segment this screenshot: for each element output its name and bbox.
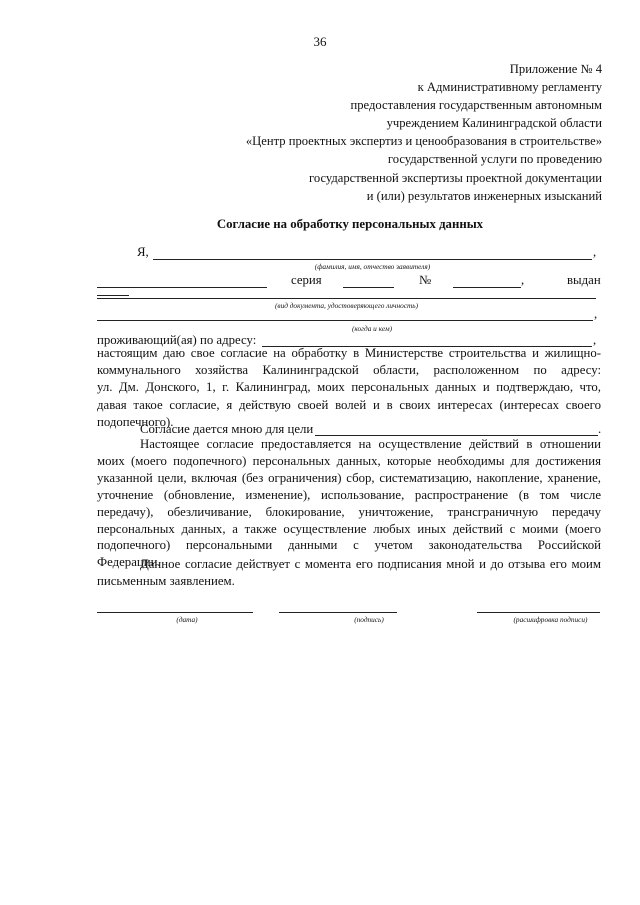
actions-line: Федерации. (97, 555, 161, 570)
actions-line: моих (моего подопечного) персональных данных, которые необходимы для достижения (97, 453, 601, 468)
number-label: № (419, 273, 432, 287)
consent-line: подопечного). (97, 414, 174, 429)
page-number: 36 (313, 34, 327, 49)
actions-line: подопечного) персональными данными с учетом законодательства Российской (97, 538, 601, 553)
actions-line: указанной цели, включая (без ограничения) сбор, систематизацию, накопление, хранение, (97, 470, 601, 485)
appendix-line: государственной услуги по проведению (387, 152, 602, 167)
appendix-line: «Центр проектных экспертиз и ценообразования в строительстве» (245, 134, 602, 149)
consent-line: давая такое согласие, я действую своей волей и в своих интересах (интересах своего (97, 397, 601, 412)
document-short-line (97, 295, 129, 296)
document-type-field[interactable] (97, 287, 267, 288)
signature-field[interactable] (279, 612, 397, 613)
consent-paragraph (97, 345, 601, 431)
seria-label: серия (291, 273, 322, 287)
appendix-line: к Административному регламенту (417, 80, 602, 95)
consent-line: ул. Дм. Донского, 1, г. Калининград, моих персональных данных и подтверждаю, что, (97, 380, 601, 395)
date-field[interactable] (97, 612, 253, 613)
actions-line: Настоящее согласие предоставляется на осуществление действий в отношении (140, 437, 601, 451)
seria-field[interactable] (343, 287, 394, 288)
fio-caption: (фамилия, имя, отчество заявителя) (314, 262, 431, 271)
actions-line: персональных данных, а также осуществление любых иных действий с моими (моего (97, 521, 601, 536)
validity-line: письменным заявлением. (97, 574, 235, 589)
number-comma: , (521, 273, 525, 287)
issued-label: выдан (567, 273, 601, 287)
purpose-label: Согласие дается мною для цели (140, 422, 314, 436)
document-field[interactable] (97, 298, 596, 299)
signature-caption: (подпись) (354, 615, 384, 624)
appendix-line: предоставления государственным автономным (350, 98, 602, 113)
fio-comma: , (593, 245, 597, 259)
document-caption: (вид документа, удостоверяющего личность) (274, 301, 419, 310)
purpose-end: . (598, 422, 602, 436)
actions-paragraph (97, 436, 601, 571)
appendix-line: и (или) результатов инженерных изысканий (366, 188, 602, 203)
appendix-line: Приложение № 4 (509, 62, 602, 76)
actions-line: уточнение (обновление, изменение), использование, распространение (в том числе (97, 487, 601, 502)
decoding-caption: (расшифровка подписи) (513, 615, 588, 624)
consent-line: коммунального хозяйства Калининградской области, расположенном по адресу: (97, 363, 601, 378)
fio-field[interactable] (153, 259, 592, 260)
decoding-field[interactable] (477, 612, 600, 613)
document-title: Согласие на обработку персональных данных (216, 217, 484, 231)
number-field[interactable] (453, 287, 521, 288)
consent-line: настоящим даю свое согласие на обработку в Министерстве строительства и жилищно- (97, 346, 601, 360)
address-comma: , (593, 333, 597, 347)
address-label: проживающий(ая) по адресу: (97, 333, 257, 347)
validity-paragraph (97, 556, 601, 590)
issued-by-field[interactable] (97, 320, 593, 321)
validity-line: Данное согласие действует с момента его подписания мной и до отзыва его моим (140, 557, 601, 571)
ya-label: Я, (137, 245, 149, 259)
actions-line: передачу), обезличивание, блокирование, уничтожение, трансграничную передачу (97, 504, 601, 519)
date-caption: (дата) (176, 615, 198, 624)
appendix-header (246, 60, 602, 205)
issued-by-caption: (когда и кем) (351, 324, 393, 333)
appendix-line: государственной экспертизы проектной документации (309, 170, 602, 185)
issued-by-comma: , (594, 307, 598, 321)
appendix-line: учреждением Калининградской области (386, 116, 602, 131)
